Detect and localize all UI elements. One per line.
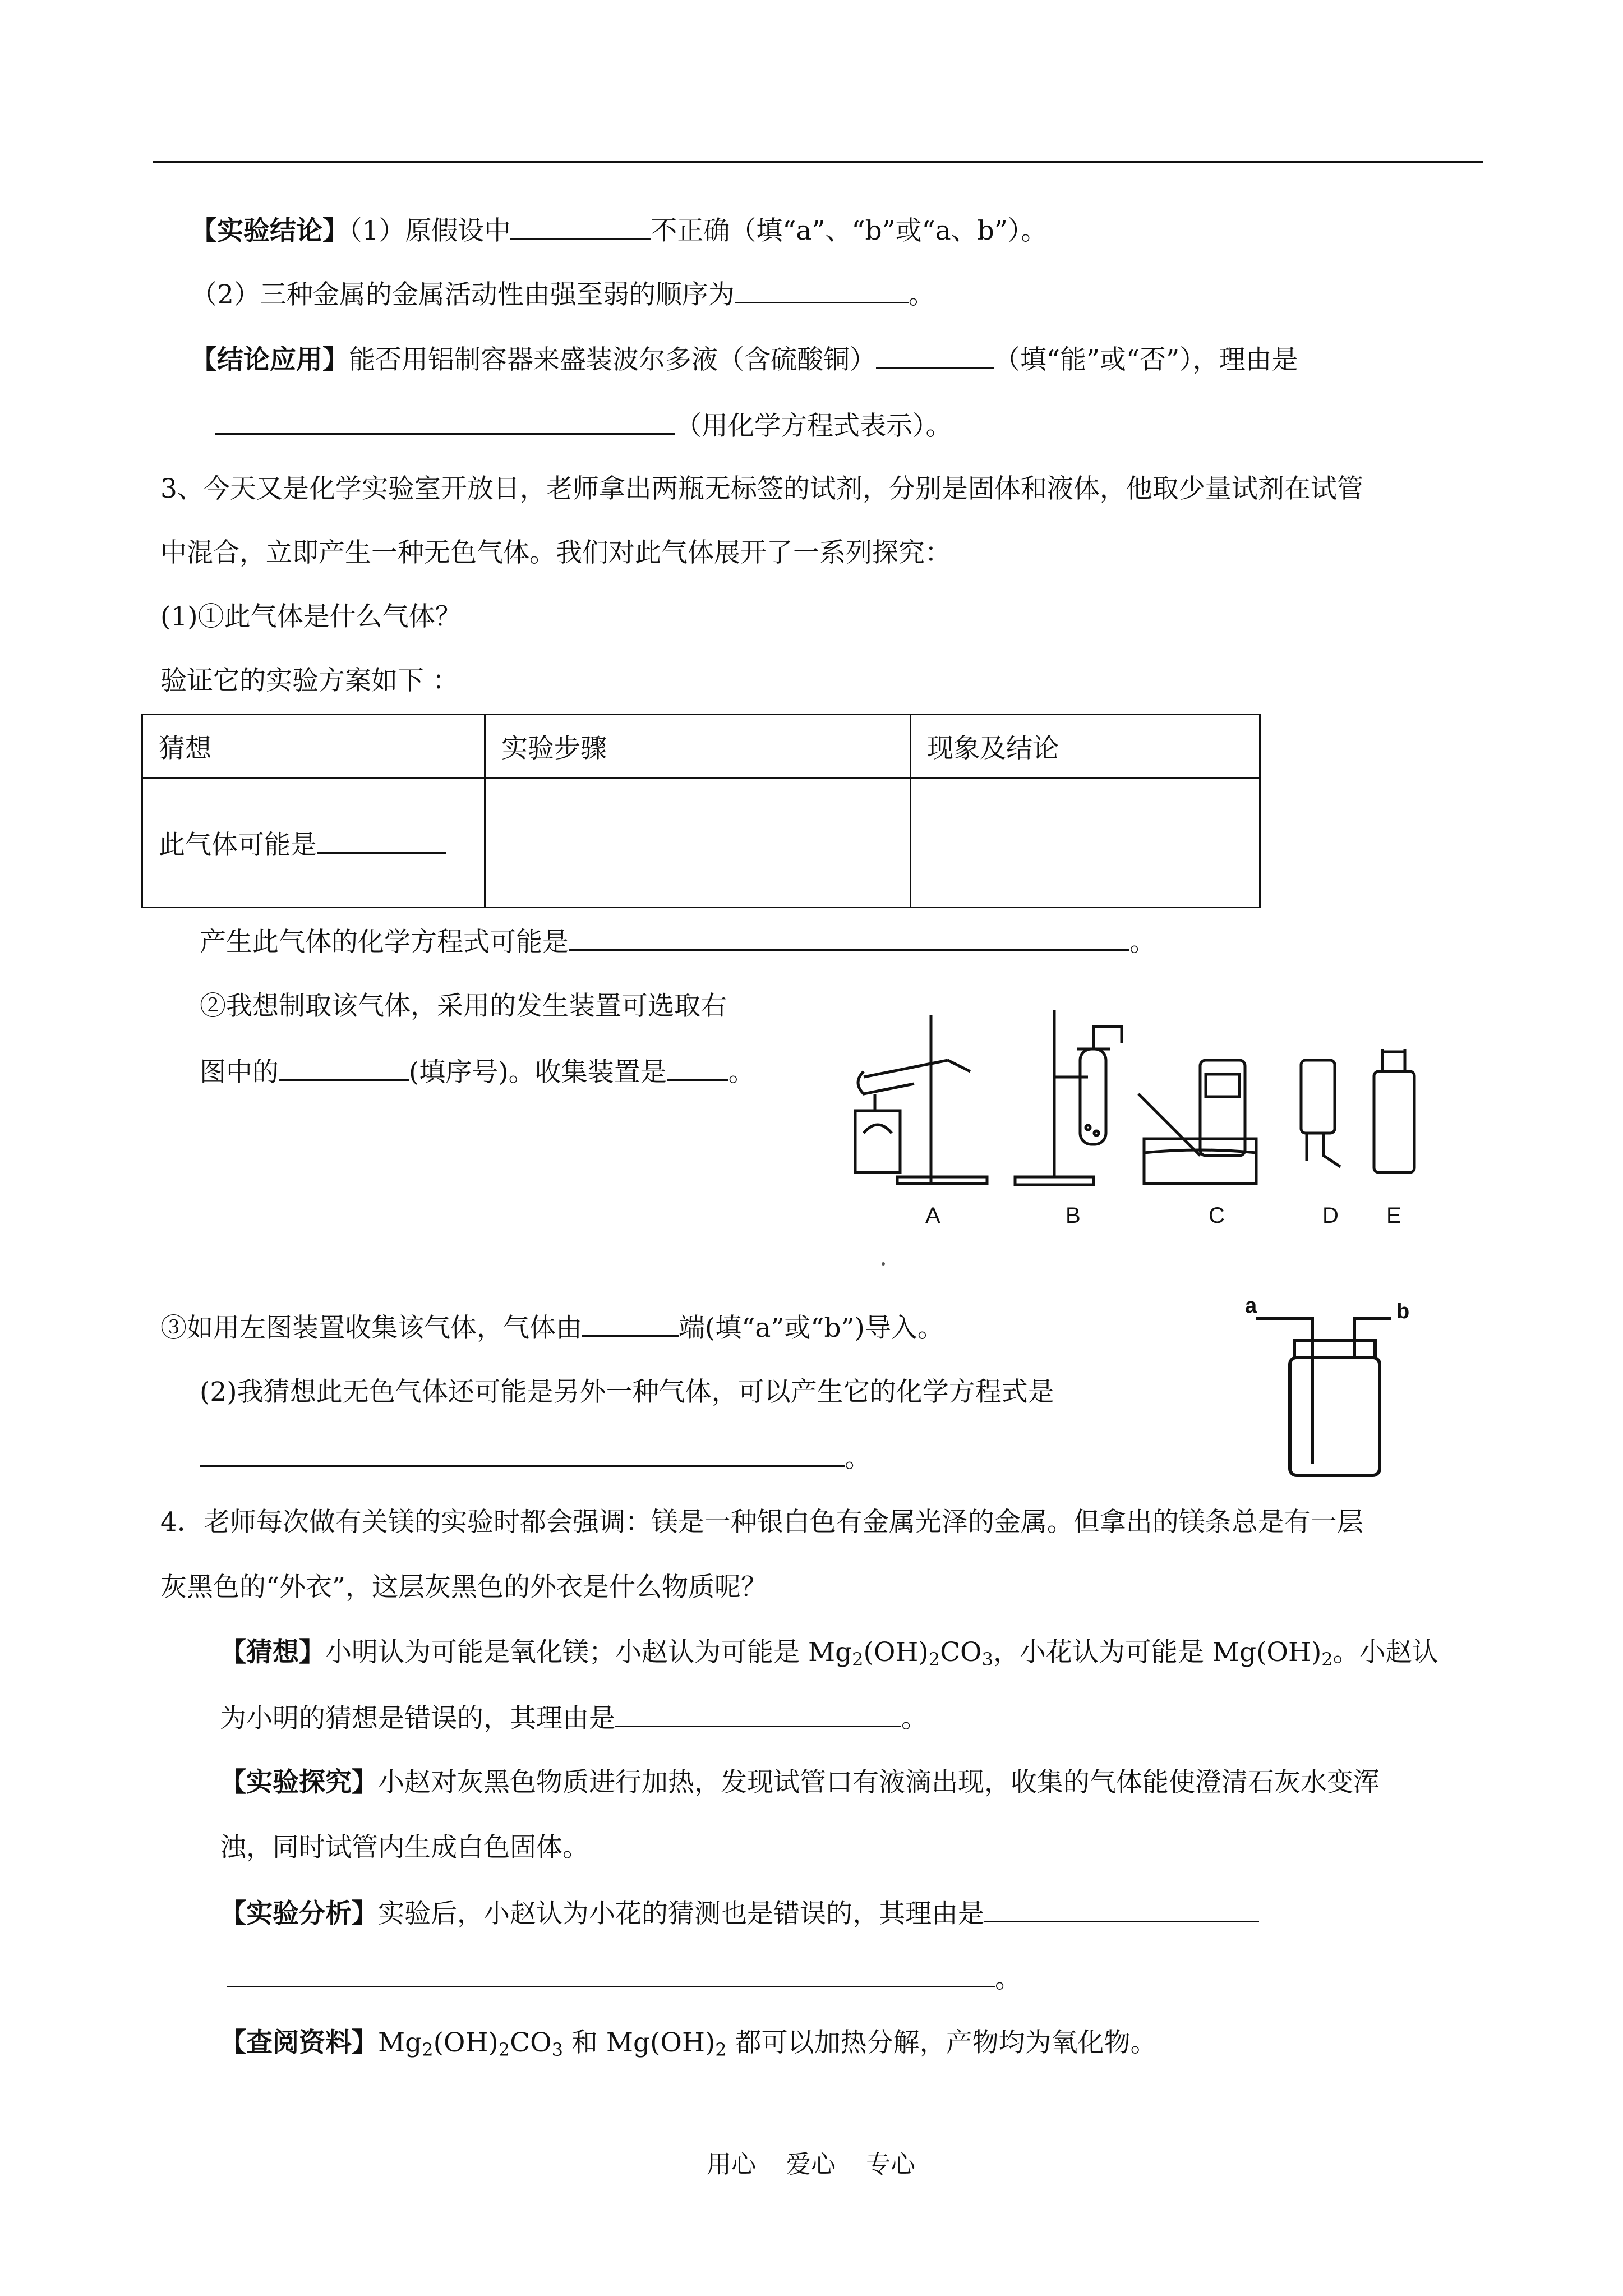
apparatus-c-icon: [1138, 1060, 1256, 1184]
apparatus-label: A: [925, 1203, 940, 1228]
experiment-scheme-table: [141, 714, 1261, 908]
answer-blank[interactable]: [667, 1055, 728, 1081]
conclusion-line-1: 【实验结论】（1）原假设中 不正确（填“a”、“b”或“a、b”）。: [191, 213, 1047, 248]
answer-blank[interactable]: [510, 213, 651, 240]
table-header-cell: 现象及结论: [911, 715, 1260, 778]
answer-blank[interactable]: [227, 1961, 995, 1987]
table-header-row: [142, 715, 1260, 778]
q3-line-3: (1)①此气体是什么气体？: [160, 601, 462, 632]
q3-line-4: 验证它的实验方案如下 ：: [160, 665, 459, 696]
answer-blank[interactable]: [735, 277, 909, 303]
application-equation-line: （用化学方程式表示）。: [215, 408, 952, 443]
q3-part4-answer-line: 。: [200, 1441, 871, 1475]
q4-line-1: 4．老师每次做有关镁的实验时都会强调：镁是一种银白色有金属光泽的金属。但拿出的镁条总是有一层: [160, 1507, 1363, 1538]
page-footer: 用心 爱心 专心: [707, 2150, 915, 2179]
q4-explore-line-2: 浊，同时试管内生成白色固体。: [220, 1832, 589, 1863]
gas-apparatus-figure: [841, 999, 1458, 1234]
apparatus-label: C: [1209, 1203, 1225, 1228]
q3-equation-line: 产生此气体的化学方程式可能是 。: [200, 924, 1156, 959]
answer-blank[interactable]: [200, 1441, 845, 1467]
answer-blank[interactable]: [984, 1896, 1259, 1922]
answer-blank[interactable]: [615, 1701, 901, 1727]
bottle-end-label: a: [1245, 1296, 1257, 1318]
q4-reference-line: 【查阅资料】$Mg_2(OH)_2CO_3$ 和 $Mg(OH)_2$ 都可以加热分解，产物均为氧化物。: [220, 2027, 1157, 2060]
q3-part3-line: ③如用左图装置收集该气体，气体由 端(填“a”或“b”)导入。: [160, 1310, 944, 1345]
answer-blank[interactable]: [215, 408, 675, 435]
q4-explore-line: 【实验探究】小赵对灰黑色物质进行加热，发现试管口有液滴出现，收集的气体能使澄清石灰水变浑: [220, 1767, 1380, 1798]
apparatus-b-icon: [1015, 1010, 1122, 1185]
table-header-cell: 猜想: [142, 715, 485, 778]
table-cell: 此气体可能是: [142, 778, 485, 908]
table-cell[interactable]: [485, 778, 911, 908]
answer-blank[interactable]: [569, 924, 1129, 951]
q3-line-1: 3、今天又是化学实验室开放日，老师拿出两瓶无标签的试剂，分别是固体和液体，他取少量试剂在试管: [160, 473, 1363, 504]
conclusion-line-2: （2）三种金属的金属活动性由强至弱的顺序为 。: [191, 277, 935, 312]
q3-part4-line: (2)我猜想此无色气体还可能是另外一种气体，可以产生它的化学方程式是: [200, 1377, 1054, 1407]
table-header-cell: 实验步骤: [485, 715, 911, 778]
q3-line-2: 中混合，立即产生一种无色气体。我们对此气体展开了一系列探究：: [160, 537, 951, 568]
q4-analysis-answer-line: 。: [227, 1961, 1021, 1996]
q3-part2-line-1: ②我想制取该气体，采用的发生装置可选取右: [200, 991, 727, 1022]
answer-blank[interactable]: [317, 827, 446, 854]
stray-dot: [882, 1262, 885, 1266]
apparatus-label: D: [1322, 1203, 1339, 1228]
answer-blank[interactable]: [582, 1310, 679, 1337]
gas-collection-bottle-figure: [1234, 1296, 1424, 1487]
apparatus-label: E: [1386, 1203, 1401, 1228]
q4-guess-reason-line: 为小明的猜想是错误的，其理由是 。: [220, 1701, 928, 1736]
q3-part2-line-2: 图中的 (填序号)。收集装置是 。: [200, 1055, 755, 1089]
table-row: [142, 778, 1260, 908]
bottle-end-label: b: [1396, 1300, 1410, 1323]
table-cell[interactable]: [911, 778, 1260, 908]
header-rule: [153, 161, 1483, 163]
apparatus-label: B: [1066, 1203, 1081, 1228]
apparatus-a-icon: [855, 1015, 987, 1184]
answer-blank[interactable]: [876, 342, 994, 369]
apparatus-e-icon: [1374, 1049, 1414, 1172]
answer-blank[interactable]: [279, 1055, 409, 1081]
q4-guess-line: 【猜想】小明认为可能是氧化镁；小赵认为可能是 $Mg_2(OH)_2CO_3$，小花认为可能是 $Mg(OH)_2$。小赵认: [220, 1637, 1438, 1670]
q4-line-2: 灰黑色的“外衣”，这层灰黑色的外衣是什么物质呢？: [160, 1572, 768, 1603]
apparatus-d-icon: [1301, 1060, 1340, 1167]
q4-analysis-line: 【实验分析】实验后，小赵认为小花的猜测也是错误的，其理由是: [220, 1896, 1259, 1931]
application-line: 【结论应用】能否用铝制容器来盛装波尔多液（含硫酸铜） （填“能”或“否”），理由是: [191, 342, 1298, 377]
